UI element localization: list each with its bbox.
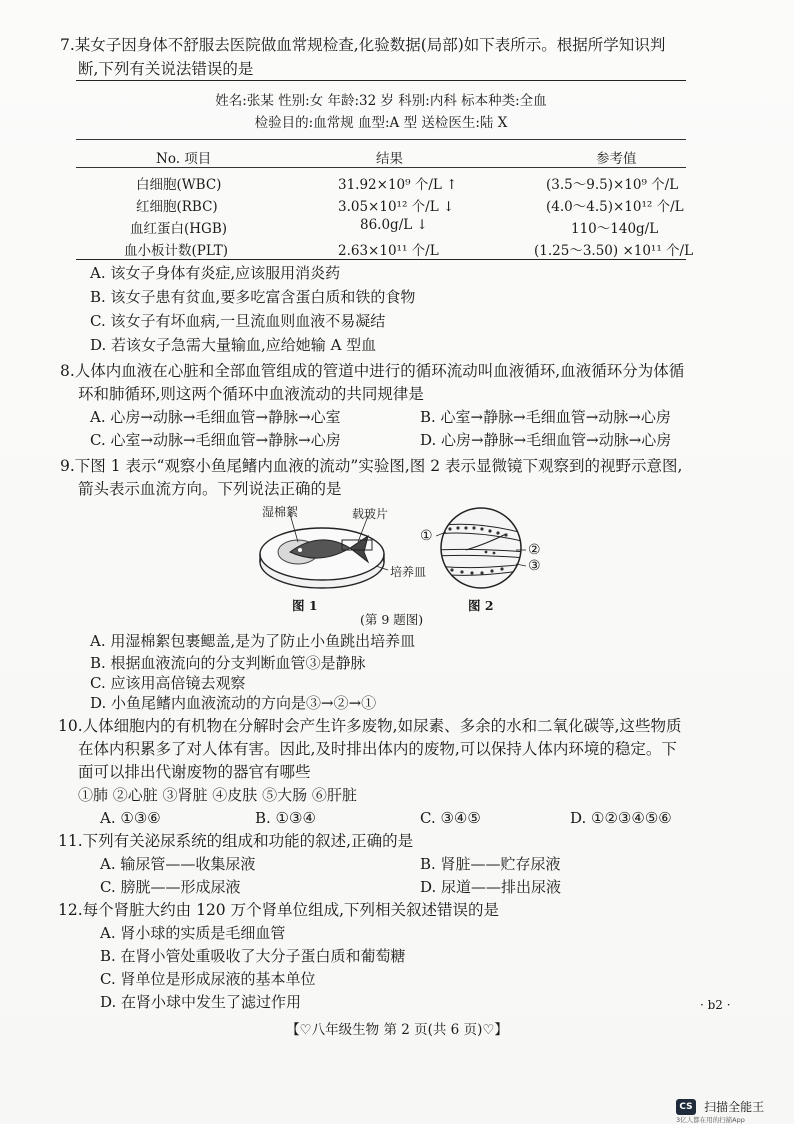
q11-option-c: C. 膀胱——形成尿液 — [100, 878, 241, 896]
q12-option-d: D. 在肾小球中发生了滤过作用 — [100, 993, 302, 1011]
scanner-watermark — [676, 1096, 765, 1124]
q12-option-c: C. 肾单位是形成尿液的基本单位 — [100, 970, 316, 988]
table-divider — [76, 139, 686, 140]
table-info-line2: 检验目的:血常规 血型:A 型 送检医生:陆 X — [254, 115, 508, 131]
q9-stem-line2: 箭头表示血流方向。下列说法正确的是 — [78, 480, 342, 498]
q8-option-b: B. 心室→静脉→毛细血管→动脉→心房 — [420, 408, 671, 426]
table-row-item: 血红蛋白(HGB) — [130, 221, 228, 237]
q9-option-a: A. 用湿棉絮包裹鳃盖,是为了防止小鱼跳出培养皿 — [90, 632, 416, 650]
q11-stem: 11.下列有关泌尿系统的组成和功能的叙述,正确的是 — [58, 832, 414, 850]
q11-option-a: A. 输尿管——收集尿液 — [100, 855, 256, 873]
q8-option-d: D. 心房→静脉→毛细血管→动脉→心房 — [420, 431, 672, 449]
table-row-item: 白细胞(WBC) — [136, 177, 222, 193]
table-row-result: 31.92×10⁹ 个/L ↑ — [338, 177, 458, 193]
fig2-label-1: ① — [420, 528, 433, 544]
q10-option-c: C. ③④⑤ — [420, 809, 481, 827]
q10-stem-line2: 在体内积累多了对人体有害。因此,及时排出体内的废物,可以保持人体内环境的稳定。下 — [78, 740, 677, 758]
table-header-result: 结果 — [376, 151, 403, 167]
scanner-logo-icon: CS — [676, 1099, 696, 1115]
q9-option-c: C. 应该用高倍镜去观察 — [90, 674, 246, 692]
table-row-result: 2.63×10¹¹ 个/L — [338, 243, 439, 259]
q12-option-a: A. 肾小球的实质是毛细血管 — [100, 924, 286, 942]
fig2-caption: 图 2 — [468, 598, 494, 613]
q9-option-b: B. 根据血液流向的分支判断血管③是静脉 — [90, 654, 366, 672]
table-row-ref: 110～140g/L — [571, 221, 659, 237]
q11-option-b: B. 肾脏——贮存尿液 — [420, 855, 561, 873]
table-row-ref: (1.25～3.50) ×10¹¹ 个/L — [534, 243, 694, 259]
q8-option-c: C. 心室→动脉→毛细血管→静脉→心房 — [90, 431, 341, 449]
fig2-label-3: ③ — [528, 558, 541, 574]
q7-option-b: B. 该女子患有贫血,要多吃富含蛋白质和铁的食物 — [90, 288, 416, 306]
q7-option-c: C. 该女子有坏血病,一旦流血则血液不易凝结 — [90, 312, 386, 330]
q12-option-b: B. 在肾小管处重吸收了大分子蛋白质和葡萄糖 — [100, 947, 406, 965]
q11-option-d: D. 尿道——排出尿液 — [420, 878, 562, 896]
blood-test-table — [76, 80, 694, 260]
fig1-caption: 图 1 — [292, 598, 318, 613]
figure-caption: (第 9 题图) — [360, 612, 424, 627]
table-info-line1: 姓名:张某 性别:女 年龄:32 岁 科别:内科 标本种类:全血 — [215, 93, 547, 109]
q9-option-d: D. 小鱼尾鳍内血液流动的方向是③→②→① — [90, 694, 377, 712]
fig2-label-2: ② — [528, 542, 541, 558]
q7-stem-line1: 7.某女子因身体不舒服去医院做血常规检查,化验数据(局部)如下表所示。根据所学知识判 — [60, 36, 666, 54]
q8-stem-line2: 环和肺循环,则这两个循环中血液流动的共同规律是 — [78, 385, 424, 403]
scanner-name: 扫描全能王 — [704, 1100, 765, 1114]
page-footer: 【♡八年级生物 第 2 页(共 6 页)♡】 — [286, 1022, 508, 1038]
q7-stem-line2: 断,下列有关说法错误的是 — [78, 60, 254, 78]
fig1-label-dish: 培养皿 — [390, 565, 427, 579]
q10-option-a: A. ①③⑥ — [100, 809, 161, 827]
table-row-ref: (3.5～9.5)×10⁹ 个/L — [546, 177, 679, 193]
q8-option-a: A. 心房→动脉→毛细血管→静脉→心室 — [90, 408, 341, 426]
fig1-label-slide: 载玻片 — [352, 507, 389, 521]
page-mark: · b2 · — [700, 998, 731, 1012]
q10-stem-line1: 10.人体细胞内的有机物在分解时会产生许多废物,如尿素、多余的水和二氧化碳等,这些物质 — [58, 717, 682, 735]
table-row-item: 血小板计数(PLT) — [124, 243, 228, 259]
q9-stem-line1: 9.下图 1 表示“观察小鱼尾鳍内血液的流动”实验图,图 2 表示显微镜下观察到的视野示意图, — [60, 457, 683, 475]
microscope-field-figure — [436, 504, 526, 592]
table-row-result: 86.0g/L ↓ — [360, 217, 428, 233]
table-row-item: 红细胞(RBC) — [136, 199, 218, 215]
table-header-item: No. 项目 — [156, 151, 212, 167]
q7-option-d: D. 若该女子急需大量输血,应给她输 A 型血 — [90, 336, 377, 354]
table-row-result: 3.05×10¹² 个/L ↓ — [338, 199, 455, 215]
table-header-ref: 参考值 — [596, 151, 637, 167]
q10-stem-line3: 面可以排出代谢废物的器官有哪些 — [78, 763, 311, 781]
q10-items: ①肺 ②心脏 ③肾脏 ④皮肤 ⑤大肠 ⑥肝脏 — [78, 786, 357, 804]
fig1-label-cotton: 湿棉絮 — [262, 505, 299, 519]
q12-stem: 12.每个肾脏大约由 120 万个肾单位组成,下列相关叙述错误的是 — [58, 901, 500, 919]
q8-stem-line1: 8.人体内血液在心脏和全部血管组成的管道中进行的循环流动叫血液循环,血液循环分为体循 — [60, 362, 685, 380]
table-divider — [76, 167, 686, 168]
q7-option-a: A. 该女子身体有炎症,应该服用消炎药 — [90, 264, 341, 282]
q10-option-d: D. ①②③④⑤⑥ — [570, 809, 672, 827]
table-row-ref: (4.0～4.5)×10¹² 个/L — [546, 199, 684, 215]
q10-option-b: B. ①③④ — [255, 809, 316, 827]
scanner-tagline: 3亿人都在用的扫描App — [676, 1116, 745, 1124]
